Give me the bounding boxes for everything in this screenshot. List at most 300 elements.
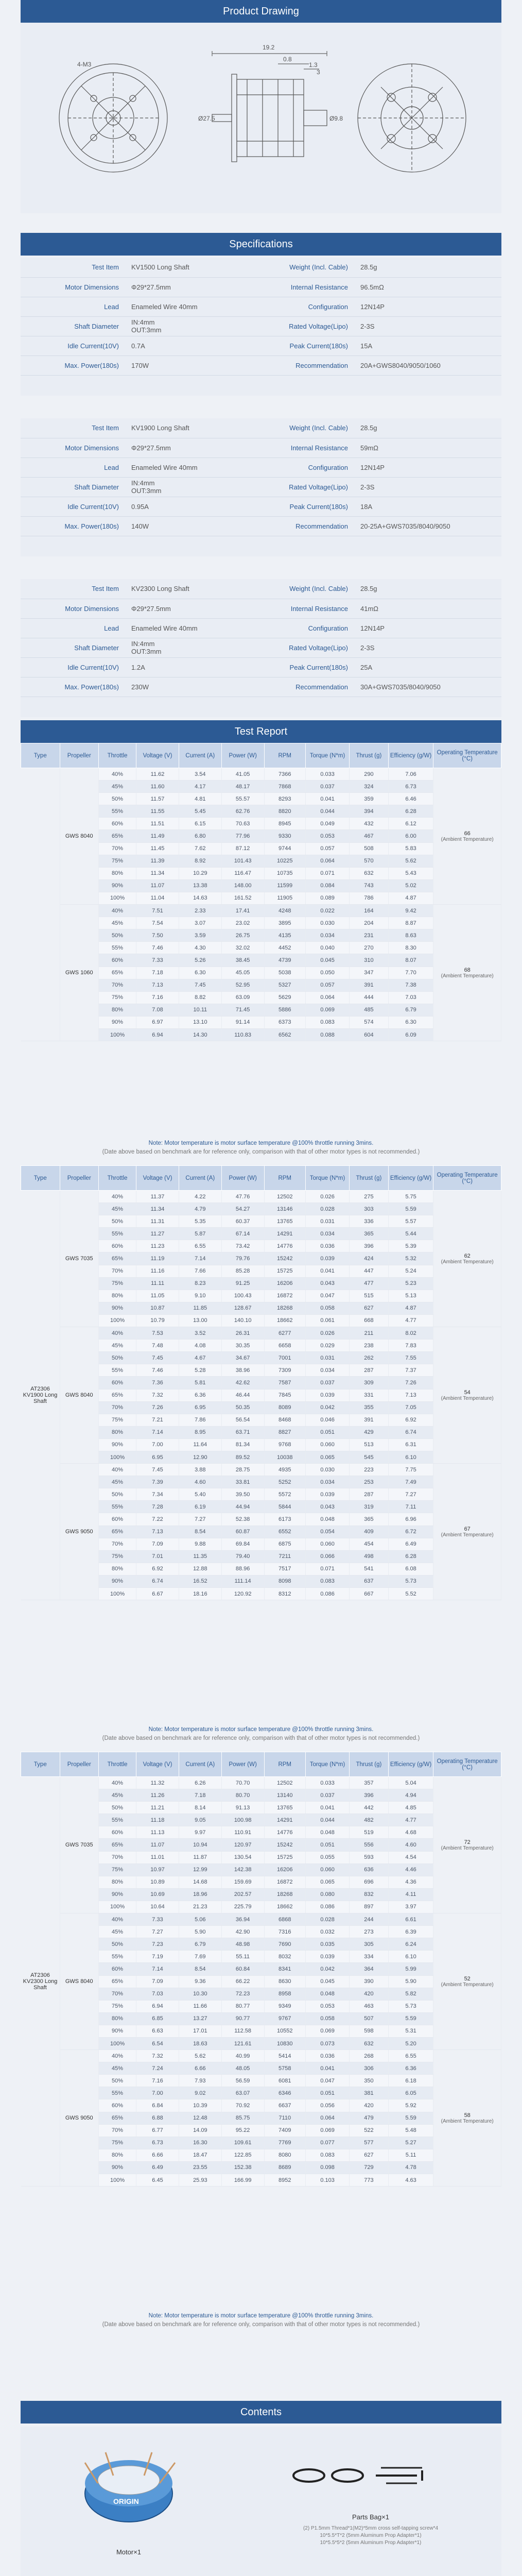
data-cell: 0.069 — [305, 1004, 349, 1016]
dim-label-1: 4-M3 — [77, 61, 92, 68]
temperature-cell — [433, 1913, 501, 2050]
data-cell: 0.073 — [305, 2037, 349, 2049]
spec-value-text: Enameled Wire 40mm — [131, 624, 198, 632]
data-cell: 9.05 — [179, 1814, 221, 1826]
data-cell: 10.89 — [136, 1876, 179, 1888]
data-cell: 6.79 — [388, 1004, 433, 1016]
data-cell: 5.73 — [388, 1575, 433, 1587]
spec-value — [126, 677, 265, 697]
data-cell: 336 — [350, 1215, 389, 1228]
data-cell: 7517 — [264, 1563, 305, 1575]
data-cell: 69.84 — [221, 1538, 264, 1550]
data-cell: 545 — [350, 1451, 389, 1463]
data-cell: 11.11 — [136, 1277, 179, 1290]
data-cell: 40% — [99, 2050, 136, 2062]
spec-table — [21, 418, 501, 536]
motor-type-cell: AT2306 KV1900 Long Shaft — [21, 1191, 60, 1600]
data-cell: 79.40 — [221, 1550, 264, 1563]
note-line-1: Note: Motor temperature is motor surface temperature @100% throttle running 3mins. — [148, 2313, 374, 2319]
data-cell: 11599 — [264, 879, 305, 892]
data-cell: 0.058 — [305, 1302, 349, 1314]
data-cell: 0.053 — [305, 830, 349, 842]
data-cell: 16206 — [264, 1277, 305, 1290]
data-cell: 7845 — [264, 1389, 305, 1401]
spec-value-text: 230W — [131, 683, 149, 691]
data-cell: 0.026 — [305, 1191, 349, 1203]
data-cell: 6.12 — [388, 818, 433, 830]
data-cell: 90% — [99, 1302, 136, 1314]
data-cell: 16872 — [264, 1876, 305, 1888]
data-cell: 159.69 — [221, 1876, 264, 1888]
data-cell: 6.10 — [388, 1951, 433, 1963]
data-cell: 6.39 — [388, 1926, 433, 1938]
spec-value: 28.5g — [355, 258, 501, 277]
data-cell: 5.62 — [179, 2050, 221, 2062]
data-cell: 4.81 — [179, 793, 221, 805]
data-cell: 11.39 — [136, 855, 179, 867]
data-cell: 12.99 — [179, 1863, 221, 1876]
data-cell: 0.036 — [305, 2050, 349, 2062]
data-cell: 8.95 — [179, 1426, 221, 1438]
data-cell: 46.44 — [221, 1389, 264, 1401]
data-cell: 65% — [99, 1526, 136, 1538]
dim-label-7: Ø27.5 — [198, 115, 215, 122]
table-header: Efficiency (g/W) — [388, 743, 433, 768]
data-cell: 110.91 — [221, 1826, 264, 1839]
data-cell: 60% — [99, 1826, 136, 1839]
data-cell: 6373 — [264, 1016, 305, 1028]
data-cell: 0.055 — [305, 1851, 349, 1863]
data-cell: 0.031 — [305, 1352, 349, 1364]
data-cell: 16.30 — [179, 2137, 221, 2149]
data-cell: 0.034 — [305, 929, 349, 942]
data-cell: 6.26 — [179, 1777, 221, 1789]
spec-value — [126, 497, 265, 516]
data-cell: 627 — [350, 2149, 389, 2161]
temperature-cell — [433, 1464, 501, 1600]
ambient-label: (Ambient Temperature) — [441, 1532, 494, 1538]
data-cell: 0.060 — [305, 1863, 349, 1876]
data-cell: 0.034 — [305, 1364, 349, 1377]
data-cell: 463 — [350, 2000, 389, 2012]
data-cell: 80.70 — [221, 1789, 264, 1802]
data-cell: 55% — [99, 1814, 136, 1826]
data-cell: 347 — [350, 967, 389, 979]
data-cell: 7.33 — [136, 954, 179, 967]
spec-label: Peak Current(180s) — [265, 657, 355, 677]
data-cell: 729 — [350, 2161, 389, 2174]
test-report-table — [21, 743, 501, 1041]
spec-value-line: OUT:3mm — [131, 326, 162, 334]
data-cell: 381 — [350, 2087, 389, 2099]
data-cell: 6.95 — [136, 1451, 179, 1463]
data-cell: 3.52 — [179, 1327, 221, 1340]
data-cell: 6552 — [264, 1526, 305, 1538]
data-cell: 6.49 — [136, 2161, 179, 2174]
data-cell: 80% — [99, 1290, 136, 1302]
data-cell: 4.54 — [388, 1851, 433, 1863]
data-cell: 0.022 — [305, 905, 349, 917]
data-cell: 44.94 — [221, 1501, 264, 1513]
data-cell: 0.098 — [305, 2161, 349, 2174]
propeller-cell: GWS 8040 — [60, 1327, 99, 1464]
data-cell: 6.79 — [179, 1938, 221, 1951]
contents-panel — [21, 2427, 501, 2576]
data-cell: 11.31 — [136, 1215, 179, 1228]
spec-label: Rated Voltage(Lipo) — [265, 638, 355, 657]
table-header: Torque (N*m) — [305, 743, 349, 768]
propeller-cell: GWS 9050 — [60, 1464, 99, 1600]
data-cell: 577 — [350, 2137, 389, 2149]
note-line-2: (Date above based on benchmark are for reference only, comparison with that of other motor types is not recommended.) — [102, 1735, 420, 1741]
data-cell: 8.54 — [179, 1526, 221, 1538]
report-note — [21, 2310, 501, 2331]
data-cell: 0.077 — [305, 2137, 349, 2149]
data-cell: 7409 — [264, 2124, 305, 2137]
data-cell: 8.87 — [388, 917, 433, 929]
data-cell: 6637 — [264, 2099, 305, 2112]
data-cell: 7.86 — [179, 1414, 221, 1426]
data-cell: 7.32 — [136, 1389, 179, 1401]
data-cell: 0.040 — [305, 942, 349, 954]
data-cell: 5.27 — [388, 2137, 433, 2149]
data-cell: 6.61 — [388, 1913, 433, 1926]
spec-label: Idle Current(10V) — [21, 657, 126, 677]
data-cell: 0.060 — [305, 1538, 349, 1550]
data-cell: 120.92 — [221, 1588, 264, 1600]
spec-label: Recommendation — [265, 677, 355, 697]
data-cell: 9768 — [264, 1438, 305, 1451]
data-cell: 8312 — [264, 1588, 305, 1600]
spec-label: Test Item — [21, 258, 126, 277]
data-cell: 3.07 — [179, 917, 221, 929]
data-cell: 0.051 — [305, 1426, 349, 1438]
spec-value-text: 140W — [131, 522, 149, 530]
data-cell: 6.10 — [388, 1451, 433, 1463]
data-cell: 7.00 — [136, 1438, 179, 1451]
data-cell: 6346 — [264, 2087, 305, 2099]
data-cell: 111.14 — [221, 1575, 264, 1587]
spec-label: Motor Dimensions — [21, 438, 126, 457]
spec-value-text: Φ29*27.5mm — [131, 604, 171, 613]
data-cell: 637 — [350, 1575, 389, 1587]
data-cell: 116.47 — [221, 867, 264, 879]
spec-label: Shaft Diameter — [21, 638, 126, 657]
data-cell: 3895 — [264, 917, 305, 929]
data-cell: 667 — [350, 1588, 389, 1600]
data-cell: 365 — [350, 1228, 389, 1240]
spec-table — [21, 258, 501, 376]
data-cell: 50% — [99, 1488, 136, 1501]
data-cell: 89.52 — [221, 1451, 264, 1463]
data-cell: 75% — [99, 1277, 136, 1290]
data-cell: 0.030 — [305, 917, 349, 929]
data-cell: 5038 — [264, 967, 305, 979]
data-cell: 130.54 — [221, 1851, 264, 1863]
spec-value — [126, 336, 265, 355]
data-cell: 152.38 — [221, 2161, 264, 2174]
data-cell: 9.42 — [388, 905, 433, 917]
table-header: Efficiency (g/W) — [388, 1166, 433, 1191]
report-note — [21, 1724, 501, 1744]
data-cell: 786 — [350, 892, 389, 904]
spec-label: Internal Resistance — [265, 438, 355, 457]
data-cell: 477 — [350, 1277, 389, 1290]
data-cell: 0.045 — [305, 954, 349, 967]
data-cell: 7.26 — [136, 1401, 179, 1414]
data-cell: 7.27 — [388, 1488, 433, 1501]
data-cell: 10.29 — [179, 867, 221, 879]
data-cell: 832 — [350, 1888, 389, 1901]
table-row — [21, 1327, 501, 1340]
data-cell: 4.30 — [179, 942, 221, 954]
data-cell: 7868 — [264, 781, 305, 793]
spec-label: Motor Dimensions — [21, 599, 126, 618]
data-cell: 71.45 — [221, 1004, 264, 1016]
data-cell: 6.66 — [136, 2149, 179, 2161]
data-cell: 6.00 — [388, 830, 433, 842]
data-cell: 7.26 — [388, 1377, 433, 1389]
data-cell: 6.77 — [136, 2124, 179, 2137]
table-header: Propeller — [60, 743, 99, 768]
spec-label: Max. Power(180s) — [21, 355, 126, 375]
data-cell: 515 — [350, 1290, 389, 1302]
data-cell: 310 — [350, 954, 389, 967]
data-cell: 303 — [350, 1203, 389, 1215]
temperature-value: 58 — [464, 2112, 471, 2119]
data-cell: 11.07 — [136, 1839, 179, 1851]
data-cell: 48.98 — [221, 1938, 264, 1951]
data-cell: 0.064 — [305, 2112, 349, 2124]
data-cell: 6.84 — [136, 2099, 179, 2112]
data-cell: 14.30 — [179, 1028, 221, 1041]
data-cell: 63.07 — [221, 2087, 264, 2099]
data-cell: 45% — [99, 1789, 136, 1802]
data-cell: 9.97 — [179, 1826, 221, 1839]
ambient-label: (Ambient Temperature) — [441, 1395, 494, 1401]
data-cell: 11.49 — [136, 830, 179, 842]
data-cell: 0.083 — [305, 1016, 349, 1028]
data-cell: 100% — [99, 2037, 136, 2049]
data-cell: 0.050 — [305, 967, 349, 979]
data-cell: 14.63 — [179, 892, 221, 904]
data-cell: 273 — [350, 1926, 389, 1938]
data-cell: 7110 — [264, 2112, 305, 2124]
data-cell: 223 — [350, 1464, 389, 1476]
data-cell: 447 — [350, 1265, 389, 1277]
data-cell: 11.62 — [136, 768, 179, 781]
data-cell: 204 — [350, 917, 389, 929]
data-cell: 5.81 — [179, 1377, 221, 1389]
temperature-value: 68 — [464, 967, 471, 973]
data-cell: 6173 — [264, 1513, 305, 1526]
data-cell: 5.82 — [388, 1988, 433, 2000]
data-cell: 773 — [350, 2174, 389, 2187]
data-cell: 75% — [99, 1414, 136, 1426]
data-cell: 287 — [350, 1488, 389, 1501]
data-cell: 11.21 — [136, 1802, 179, 1814]
data-cell: 7.50 — [136, 929, 179, 942]
data-cell: 11.87 — [179, 1851, 221, 1863]
data-cell: 40% — [99, 1191, 136, 1203]
data-cell: 60% — [99, 1240, 136, 1252]
data-cell: 14291 — [264, 1228, 305, 1240]
data-cell: 161.52 — [221, 892, 264, 904]
data-cell: 60.37 — [221, 1215, 264, 1228]
data-cell: 632 — [350, 867, 389, 879]
data-cell: 7.22 — [136, 1513, 179, 1526]
data-cell: 10.11 — [179, 1004, 221, 1016]
data-cell: 5.04 — [388, 1777, 433, 1789]
table-header: Throttle — [99, 1752, 136, 1777]
data-cell: 0.066 — [305, 1550, 349, 1563]
data-cell: 5.02 — [388, 879, 433, 892]
product-drawing — [21, 23, 501, 213]
spec-value — [126, 638, 265, 657]
data-cell: 5758 — [264, 2062, 305, 2075]
data-cell: 7.93 — [179, 2075, 221, 2087]
data-cell: 0.041 — [305, 1265, 349, 1277]
data-cell: 95.22 — [221, 2124, 264, 2137]
data-cell: 7.03 — [136, 1988, 179, 2000]
data-cell: 122.85 — [221, 2149, 264, 2161]
data-cell: 45% — [99, 917, 136, 929]
data-cell: 7.21 — [136, 1414, 179, 1426]
data-cell: 0.088 — [305, 1028, 349, 1041]
data-cell: 45% — [99, 1203, 136, 1215]
data-cell: 54.27 — [221, 1203, 264, 1215]
data-cell: 444 — [350, 991, 389, 1004]
data-cell: 7.83 — [388, 1340, 433, 1352]
data-cell: 7.14 — [136, 1963, 179, 1975]
data-cell: 429 — [350, 1426, 389, 1438]
data-cell: 11905 — [264, 892, 305, 904]
data-cell: 70% — [99, 1401, 136, 1414]
data-cell: 4.22 — [179, 1191, 221, 1203]
section-title-contents: Contents — [21, 2401, 501, 2424]
data-cell: 9744 — [264, 842, 305, 855]
data-cell: 11.13 — [136, 1826, 179, 1839]
data-cell: 30.35 — [221, 1340, 264, 1352]
temperature-cell — [433, 1327, 501, 1464]
data-cell: 15725 — [264, 1265, 305, 1277]
data-cell: 90.77 — [221, 2012, 264, 2025]
data-cell: 25.93 — [179, 2174, 221, 2187]
data-cell: 4452 — [264, 942, 305, 954]
data-cell: 60% — [99, 1513, 136, 1526]
data-cell: 7.13 — [136, 1526, 179, 1538]
data-cell: 0.051 — [305, 1839, 349, 1851]
spec-label: Max. Power(180s) — [21, 516, 126, 536]
data-cell: 5.57 — [388, 1215, 433, 1228]
data-cell: 0.031 — [305, 1215, 349, 1228]
data-cell: 11.37 — [136, 1191, 179, 1203]
data-cell: 8341 — [264, 1963, 305, 1975]
data-cell: 0.041 — [305, 1802, 349, 1814]
data-cell: 0.041 — [305, 793, 349, 805]
data-cell: 0.053 — [305, 2000, 349, 2012]
data-cell: 23.55 — [179, 2161, 221, 2174]
data-cell: 50% — [99, 1802, 136, 1814]
data-cell: 6.95 — [179, 1401, 221, 1414]
data-cell: 28.75 — [221, 1464, 264, 1476]
table-header: Voltage (V) — [136, 1752, 179, 1777]
data-cell: 50% — [99, 1938, 136, 1951]
data-cell: 40% — [99, 1327, 136, 1340]
report-note — [21, 1138, 501, 1158]
data-cell: 55% — [99, 1501, 136, 1513]
data-cell: 87.12 — [221, 842, 264, 855]
data-cell: 45% — [99, 1340, 136, 1352]
data-cell: 0.044 — [305, 1814, 349, 1826]
data-cell: 6.36 — [179, 1389, 221, 1401]
spec-value-text: Enameled Wire 40mm — [131, 302, 198, 311]
data-cell: 0.048 — [305, 1513, 349, 1526]
data-cell: 0.036 — [305, 1240, 349, 1252]
data-cell: 7.27 — [136, 1926, 179, 1938]
data-cell: 75% — [99, 2000, 136, 2012]
data-cell: 11.85 — [179, 1302, 221, 1314]
data-cell: 8.07 — [388, 954, 433, 967]
data-cell: 60.87 — [221, 1526, 264, 1538]
data-cell: 6.72 — [388, 1526, 433, 1538]
data-cell: 11.04 — [136, 892, 179, 904]
table-header: Voltage (V) — [136, 743, 179, 768]
data-cell: 100.98 — [221, 1814, 264, 1826]
table-header: Type — [21, 1752, 60, 1777]
spec-label: Rated Voltage(Lipo) — [265, 477, 355, 497]
spec-label: Recommendation — [265, 355, 355, 375]
spec-label: Recommendation — [265, 516, 355, 536]
spec-value-text: Φ29*27.5mm — [131, 444, 171, 452]
data-cell: 0.046 — [305, 1414, 349, 1426]
data-cell: 4.94 — [388, 1789, 433, 1802]
data-cell: 574 — [350, 1016, 389, 1028]
data-cell: 15725 — [264, 1851, 305, 1863]
data-cell: 65% — [99, 1389, 136, 1401]
data-cell: 6277 — [264, 1327, 305, 1340]
data-cell: 5.23 — [388, 1277, 433, 1290]
data-cell: 0.065 — [305, 1451, 349, 1463]
data-cell: 60% — [99, 818, 136, 830]
table-header: Power (W) — [221, 743, 264, 768]
data-cell: 482 — [350, 1814, 389, 1826]
data-cell: 11.07 — [136, 879, 179, 892]
data-cell: 357 — [350, 1777, 389, 1789]
data-cell: 36.94 — [221, 1913, 264, 1926]
data-cell: 80% — [99, 1563, 136, 1575]
temperature-value: 62 — [464, 1252, 471, 1259]
temperature-cell — [433, 1777, 501, 1913]
data-cell: 8080 — [264, 2149, 305, 2161]
data-cell: 0.051 — [305, 2087, 349, 2099]
data-cell: 10.94 — [179, 1839, 221, 1851]
data-cell: 391 — [350, 1414, 389, 1426]
data-cell: 7.23 — [136, 1938, 179, 1951]
data-cell: 7.45 — [179, 979, 221, 991]
data-cell: 7.14 — [136, 1426, 179, 1438]
table-header: Torque (N*m) — [305, 1166, 349, 1191]
table-header: Type — [21, 1166, 60, 1191]
data-cell: 290 — [350, 768, 389, 781]
data-cell: 10.39 — [179, 2099, 221, 2112]
ambient-label: (Ambient Temperature) — [441, 836, 494, 842]
spec-value — [126, 438, 265, 457]
section-title-product-drawing: Product Drawing — [21, 0, 501, 23]
data-cell: 4.79 — [179, 1203, 221, 1215]
spec-value — [126, 599, 265, 618]
data-cell: 100% — [99, 892, 136, 904]
